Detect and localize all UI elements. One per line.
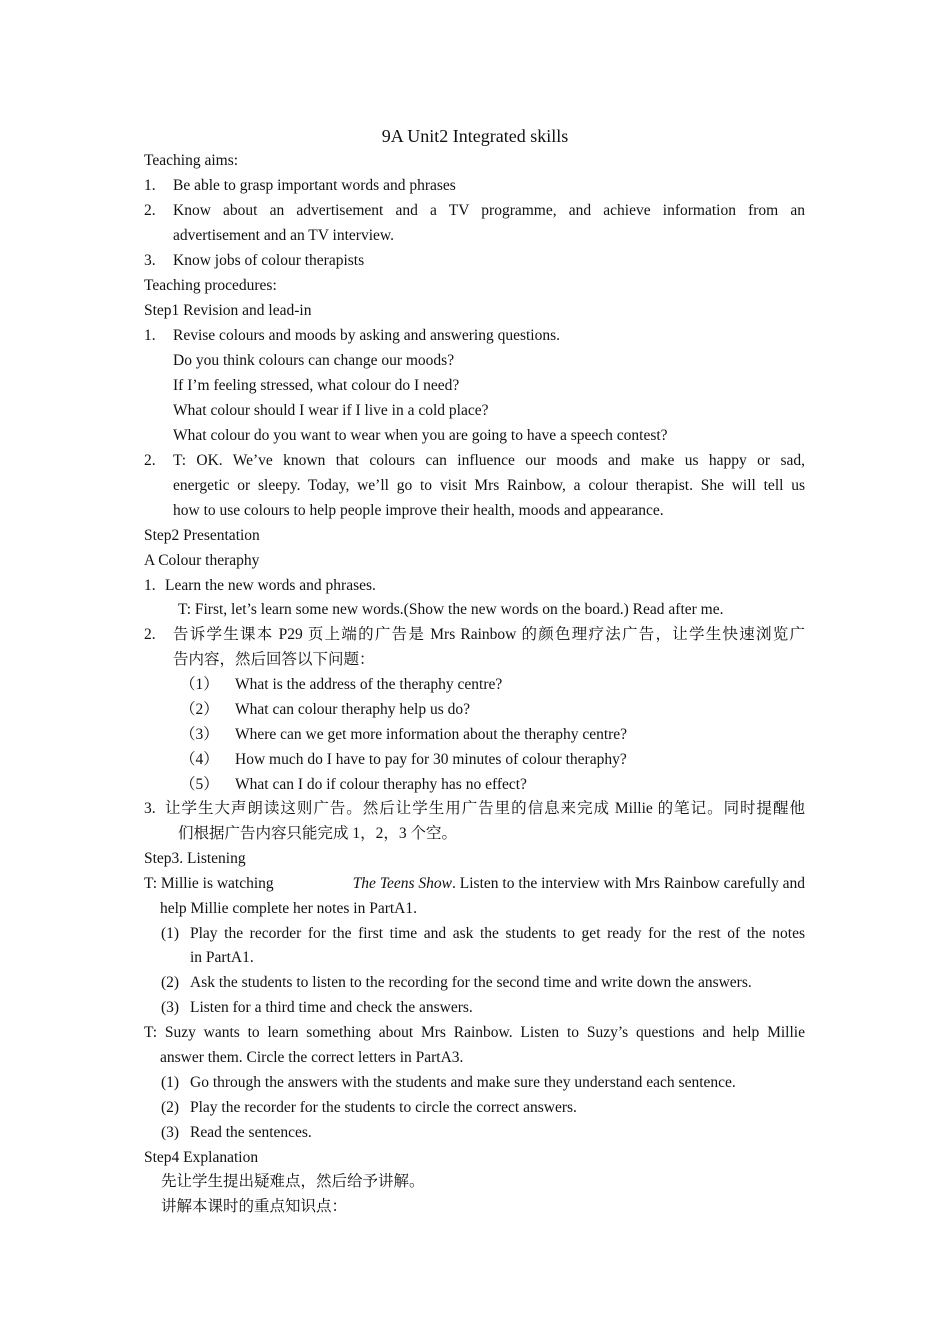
question-text: Where can we get more information about the theraphy centre? xyxy=(235,726,628,743)
question-number: （2） xyxy=(180,701,219,718)
listening-item-number: (3) xyxy=(161,999,180,1016)
step1-heading: Step1 Revision and lead-in xyxy=(144,302,312,319)
listening-item-number: (3) xyxy=(161,1124,180,1141)
step3-para2-line-continued: answer them. Circle the correct letters in PartA3. xyxy=(160,1049,464,1066)
question-line: If I’m feeling stressed, what colour do I need? xyxy=(173,377,460,394)
document-title: 9A Unit2 Integrated skills xyxy=(381,126,569,146)
question-text: What can colour theraphy help us do? xyxy=(235,701,470,718)
step4-line: 讲解本课时的重点知识点： xyxy=(161,1198,348,1215)
step2-heading: Step2 Presentation xyxy=(144,527,260,544)
aim-text: Know about an advertisement and a TV programme, and achieve information from an xyxy=(173,202,805,219)
aim-text: Be able to grasp important words and phrases xyxy=(173,177,456,194)
step3-para1-line-continued: help Millie complete her notes in PartA1. xyxy=(160,900,417,917)
aim-number: 3. xyxy=(144,252,156,269)
listening-item-number: (1) xyxy=(161,1074,180,1091)
question-line: What colour do you want to wear when you are going to have a speech contest? xyxy=(173,427,668,444)
question-number: （3） xyxy=(180,726,219,743)
step4-heading: Step4 Explanation xyxy=(144,1149,259,1166)
question-text: What is the address of the theraphy centre? xyxy=(235,676,503,693)
listening-item-number: (2) xyxy=(161,974,180,991)
listening-item-text: Play the recorder for the students to circle the correct answers. xyxy=(190,1099,577,1116)
step1-item-number: 2. xyxy=(144,452,156,469)
step2-item-text-continued: 告内容，然后回答以下问题： xyxy=(173,651,375,668)
listening-item-text-continued: in PartA1. xyxy=(190,949,254,966)
step1-item-text: T: OK. We’ve known that colours can influence our moods and make us happy or sad, xyxy=(173,452,805,469)
listening-item-number: (2) xyxy=(161,1099,180,1116)
show-title: The Teens Show xyxy=(352,875,453,892)
step3-para2-line: T: Suzy wants to learn something about Mrs Rainbow. Listen to Suzy’s questions and help Millie xyxy=(144,1024,805,1041)
listening-item-text: Listen for a third time and check the answers. xyxy=(190,999,473,1016)
step2-item-number: 2. xyxy=(144,626,156,643)
listening-item-number: (1) xyxy=(161,925,180,942)
teacher-line: T: First, let’s learn some new words.(Show the new words on the board.) Read after me. xyxy=(178,601,724,618)
step1-item-text: Revise colours and moods by asking and answering questions. xyxy=(173,327,561,344)
step1-item-number: 1. xyxy=(144,327,156,344)
step3-heading: Step3. Listening xyxy=(144,850,246,867)
step3-para1-line xyxy=(144,874,805,894)
listening-item-text: Play the recorder for the first time and ask the students to get ready for the rest of the notes xyxy=(190,925,805,942)
aim-text: Know jobs of colour therapists xyxy=(173,252,365,269)
question-line: Do you think colours can change our moods? xyxy=(173,352,455,369)
teaching-aims-heading: Teaching aims: xyxy=(144,152,239,169)
step1-item-text-continued: how to use colours to help people improve their health, moods and appearance. xyxy=(173,502,664,519)
question-number: （4） xyxy=(180,751,219,768)
question-number: （1） xyxy=(180,676,219,693)
aim-number: 1. xyxy=(144,177,156,194)
step4-line: 先让学生提出疑难点，然后给予讲解。 xyxy=(161,1173,425,1190)
para1-suffix: . Listen to the interview with Mrs Rainbow carefully and xyxy=(452,875,805,892)
step2-item-number: 3. xyxy=(144,800,156,817)
question-line: What colour should I wear if I live in a cold place? xyxy=(173,402,489,419)
step2-item-text: Learn the new words and phrases. xyxy=(165,577,376,594)
step2-item-text: 告诉学生课本 P29 页上端的广告是 Mrs Rainbow 的颜色理疗法广告，让学生快速浏览广 xyxy=(173,626,805,643)
step1-item-text-continued: energetic or sleepy. Today, we’ll go to visit Mrs Rainbow, a colour therapist. She will tell us xyxy=(173,477,805,494)
teaching-procedures-heading: Teaching procedures: xyxy=(144,277,277,294)
step2-item-text: 让学生大声朗读这则广告。然后让学生用广告里的信息来完成 Millie 的笔记。同时提醒他 xyxy=(165,800,805,817)
para1-prefix: T: Millie is watching xyxy=(144,875,274,892)
question-text: How much do I have to pay for 30 minutes of colour theraphy? xyxy=(235,751,627,768)
listening-item-text: Read the sentences. xyxy=(190,1124,312,1141)
question-number: （5） xyxy=(180,776,219,793)
listening-item-text: Ask the students to listen to the recording for the second time and write down the answers. xyxy=(190,974,752,991)
aim-number: 2. xyxy=(144,202,156,219)
para1-rest xyxy=(353,874,805,894)
step2-item-text-continued: 们根据广告内容只能完成 1，2，3 个空。 xyxy=(178,825,458,842)
listening-item-text: Go through the answers with the students and make sure they understand each sentence. xyxy=(190,1074,736,1091)
step2-subheading: A Colour theraphy xyxy=(144,552,260,569)
step2-item-number: 1. xyxy=(144,577,156,594)
question-text: What can I do if colour theraphy has no effect? xyxy=(235,776,527,793)
aim-text-continued: advertisement and an TV interview. xyxy=(173,227,394,244)
